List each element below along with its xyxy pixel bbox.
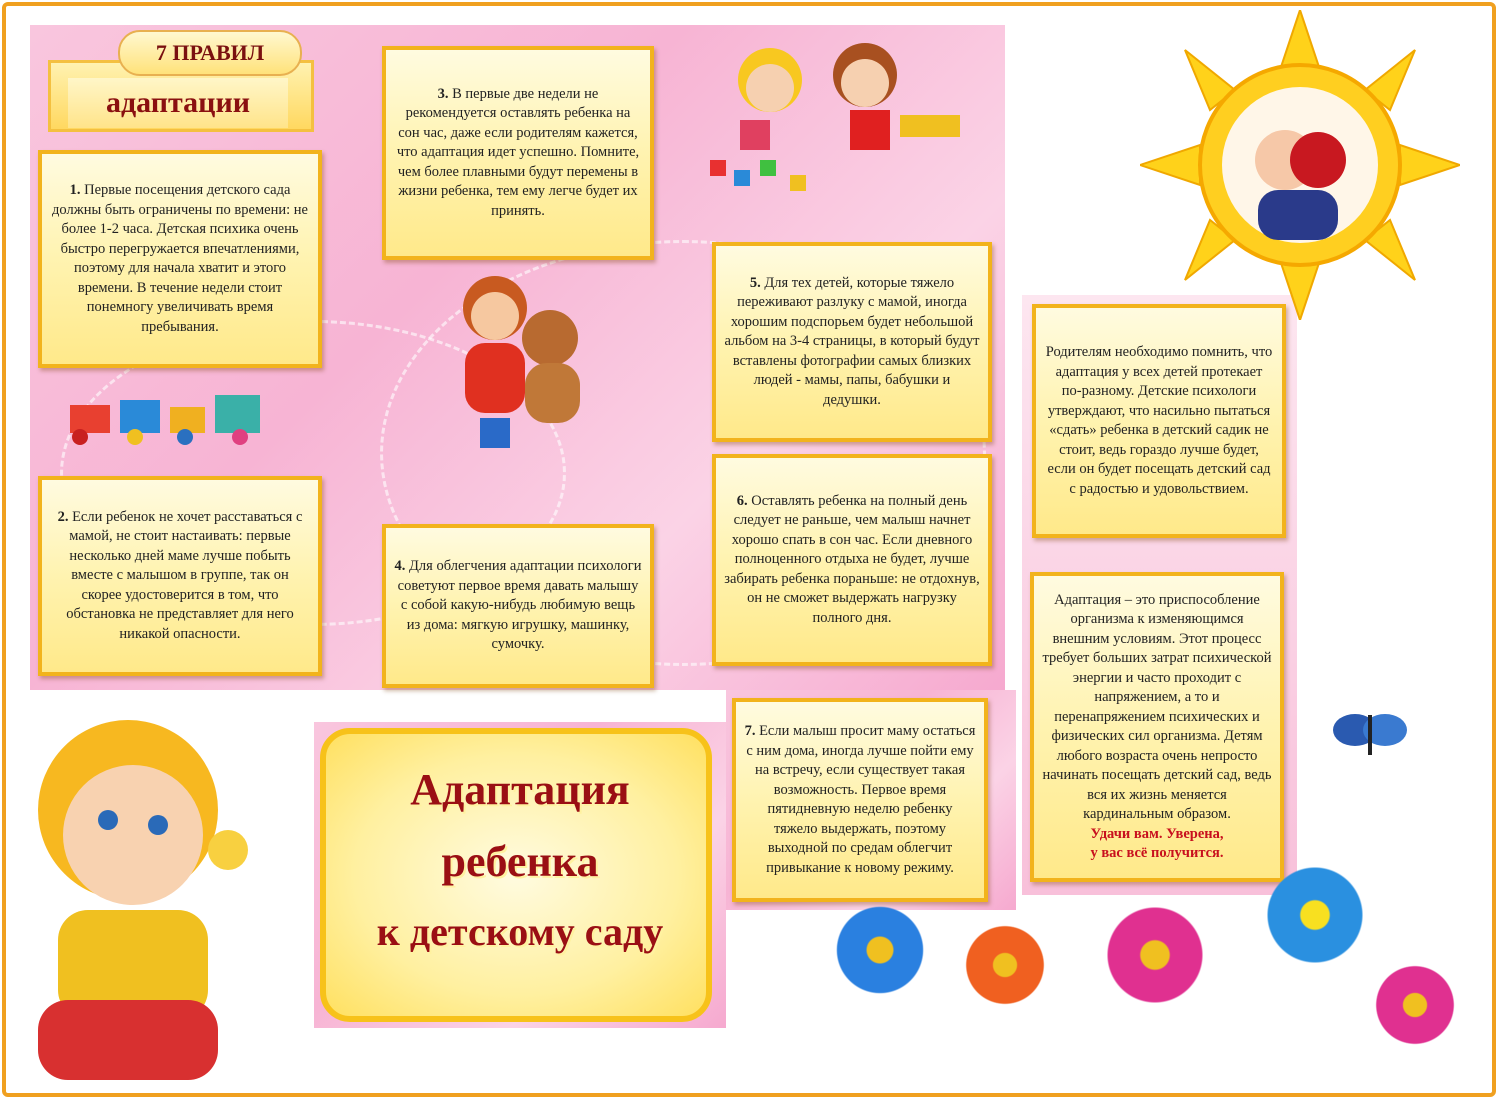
- title-text: адаптации: [68, 78, 288, 128]
- rule-number: 2.: [57, 508, 69, 525]
- rule-number: 3.: [437, 85, 449, 102]
- cover-line-1: Адаптация: [410, 765, 630, 814]
- title-pill: 7 ПРАВИЛ: [118, 30, 302, 76]
- rule-number: 7.: [744, 723, 756, 739]
- rule-text: Если малыш просит маму остаться с ним дома, иногда лучше пойти ему на встречу, если существует такая возможность. Первое время пятидневную неделю ребенку тяжело выдержать, поэтому выходной по средам облегчит привыкание к новому режиму.: [746, 723, 976, 876]
- rule-text: В первые две недели не рекомендуется оставлять ребенка на сон час, даже если родителям кажется, что адаптация идет успешно. Помните, чем более плавными будут перемены в жизни ребенка, тем ему легче будет их принять.: [396, 85, 640, 219]
- wish-line-2: у вас всё получится.: [1090, 845, 1224, 861]
- rule-number: 4.: [394, 558, 406, 575]
- page-border: [2, 2, 1496, 1097]
- rule-text: Если ребенок не хочет расставаться с мамой, не стоит настаивать: первые несколько дней маме лучше побыть вместе с малышом в группе, так он скорее удостоверится в том, что обстановка не представляет для него никакой опасности.: [66, 508, 303, 642]
- rule-number: 1.: [69, 182, 81, 198]
- definition-text: Адаптация – это приспособление организма к изменяющимся внешним условиям. Этот процесс требует больших затрат психической энергии и часто проходит с напряжением, а то и перенапряжением психических и физических сил организма. Детям любого возраста очень непросто начинать посещать детский сад, ведь вся их жизнь меняется кардинальным образом.: [1042, 591, 1272, 822]
- cover-line-2: ребенка: [441, 837, 599, 886]
- rule-text: Оставлять ребенка на полный день следует не раньше, чем малыш начнет хорошо спать в сон час. Если дневного полноценного отдыха не будет, лучше забирать ребенка пораньше: не отдохнув, он не сможет выдержать нагрузку полного дня.: [724, 492, 980, 626]
- rule-number: 6.: [736, 492, 748, 509]
- rule-number: 5.: [749, 274, 761, 291]
- wish-line-1: Удачи вам. Уверена,: [1090, 825, 1224, 842]
- cover-line-3: к детскому саду: [376, 909, 664, 954]
- rule-text: Для облегчения адаптации психологи советуют первое время давать малышу с собой какую-нибудь любимую вещь из дома: мягкую игрушку, машинку, сумочку.: [397, 558, 642, 653]
- rule-text: Для тех детей, которые тяжело переживают разлуку с мамой, иногда хорошим подспорьем будет небольшой альбом на 3-4 страницы, в который будут вставлены фотографии самых близких людей - мамы, папы, бабушки и дедушки.: [724, 274, 980, 408]
- parents-note-text: Родителям необходимо помнить, что адаптация у всех детей протекает по-разному. Детские психологи утверждают, что насильно пытаться «сдать» ребенка в детский садик не стоит, ведь гораздо лучше будет, если он будет посещать детский сад с радостью и удовольствием.: [1045, 344, 1273, 497]
- rule-text: Первые посещения детского сада должны быть ограничены по времени: не более 1-2 часа. Детская психика очень быстро перегружается впечатлениями, поэтому для начала хватит и этого времени. В течение недели стоит понемногу увеличивать время пребывания.: [52, 182, 308, 335]
